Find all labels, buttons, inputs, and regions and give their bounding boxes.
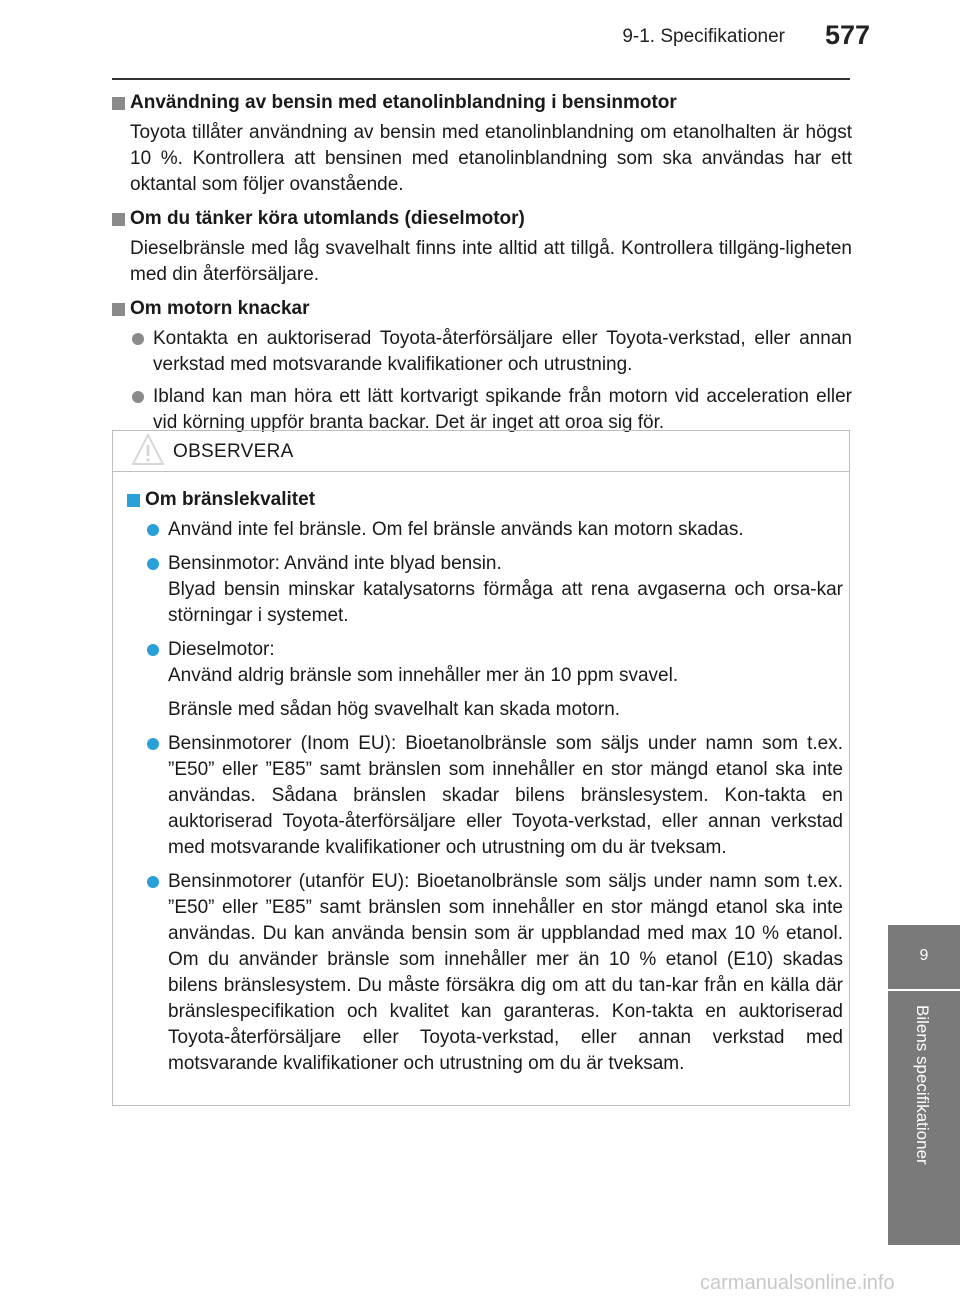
section-heading (112, 296, 852, 322)
section-heading (112, 206, 852, 232)
list-item-text: Bensinmotor: Använd inte blyad bensin. (168, 553, 502, 574)
list-item-text: Ibland kan man höra ett lätt kortvarigt spikande från motorn vid acceleration eller vid körning uppför branta backar. Det är inget att oroa sig för. (153, 386, 852, 433)
chapter-label: Bilens specifikationer (913, 1005, 932, 1165)
round-bullet-icon (132, 391, 144, 403)
page-number: 577 (825, 20, 871, 50)
list-item-text: Bensinmotorer (utanför EU): Bioetanolbränsle som säljs under namn som t.ex. ”E50” eller ”E85” samt bränslen som innehåller en stor mängd etanol ska inte användas. Du kan använda bensin som är uppblandad med max 10 % etanol. Om du använder bränsle som innehåller mer än 10 % etanol (E10) skadas bilens bränslesystem. Du måste försäkra dig om att du tan-kar från en källa där bränslespecifikation och kvalitet kan garanteras. Kon-takta en auktoriserad Toyota-återförsäljare eller Toyota-verkstad, eller annan verkstad med motsvarande kvalifikationer och utrustning om du är tveksam. (168, 871, 843, 1074)
round-bullet-icon (147, 876, 159, 888)
section-heading-text: Användning av bensin med etanolinblandning i bensinmotor (130, 92, 677, 113)
chapter-tab-divider (888, 989, 960, 991)
list-item (112, 384, 852, 436)
square-bullet-icon (112, 97, 125, 110)
list-item (127, 637, 843, 689)
main-content (112, 90, 852, 442)
list-item (127, 869, 843, 1077)
list-item-text: Blyad bensin minskar katalysatorns förmåga att rena avgaserna och orsa-kar störningar i systemet. (168, 579, 843, 626)
list-item-text: Dieselmotor: (168, 639, 275, 660)
list-item-text: Kontakta en auktoriserad Toyota-återförsäljare eller Toyota-verkstad, eller annan verkstad med motsvarande kvalifikationer och utrustning. (153, 328, 852, 375)
square-bullet-icon (112, 213, 125, 226)
caution-heading (127, 487, 843, 513)
chapter-tab[interactable] (888, 925, 960, 1245)
round-bullet-icon (132, 333, 144, 345)
header-divider (112, 78, 850, 80)
caution-body (127, 487, 843, 1085)
warning-triangle-icon (131, 433, 165, 467)
section-paragraph: Dieselbränsle med låg svavelhalt finns inte alltid att tillgå. Kontrollera tillgäng-ligheten med din återförsäljare. (130, 238, 852, 285)
section-heading (112, 90, 852, 116)
list-item-text: Bensinmotorer (Inom EU): Bioetanolbränsle som säljs under namn som t.ex. ”E50” eller ”E85” samt bränslen som innehåller en stor mängd etanol ska inte användas. Sådana bränslen skadar bilens bränslesystem. Kon-takta en auktoriserad Toyota-återförsäljare eller Toyota-verkstad, eller annan verkstad med motsvarande kvalifikationer och utrustning om du är tveksam. (168, 733, 843, 858)
caution-title: OBSERVERA (173, 441, 294, 462)
round-bullet-icon (147, 524, 159, 536)
list-item (127, 731, 843, 861)
round-bullet-icon (147, 644, 159, 656)
list-item (127, 517, 843, 543)
round-bullet-icon (147, 558, 159, 570)
footer-watermark: carmanualsonline.info (700, 1272, 895, 1294)
section-title: 9-1. Specifikationer (622, 26, 785, 47)
caution-heading-text: Om bränslekvalitet (145, 489, 316, 510)
section-heading-text: Om du tänker köra utomlands (dieselmotor) (130, 208, 525, 229)
square-bullet-icon (112, 303, 125, 316)
list-item (112, 326, 852, 378)
caution-header (113, 431, 849, 472)
chapter-number: 9 (919, 947, 929, 964)
section-paragraph: Toyota tillåter användning av bensin med etanolinblandning om etanolhalten är högst 10 %. Kontrollera att bensinen med etanolinblandning som ska användas har ett oktantal som följer ovanstående. (130, 122, 852, 195)
square-bullet-icon (127, 494, 140, 507)
list-item-continuation: Bränsle med sådan hög svavelhalt kan skada motorn. (168, 699, 621, 720)
list-item-text: Använd aldrig bränsle som innehåller mer än 10 ppm svavel. (168, 665, 679, 686)
list-item-text: Använd inte fel bränsle. Om fel bränsle används kan motorn skadas. (168, 519, 744, 540)
round-bullet-icon (147, 738, 159, 750)
caution-box (112, 430, 850, 1106)
list-item (127, 551, 843, 629)
section-heading-text: Om motorn knackar (130, 298, 310, 319)
